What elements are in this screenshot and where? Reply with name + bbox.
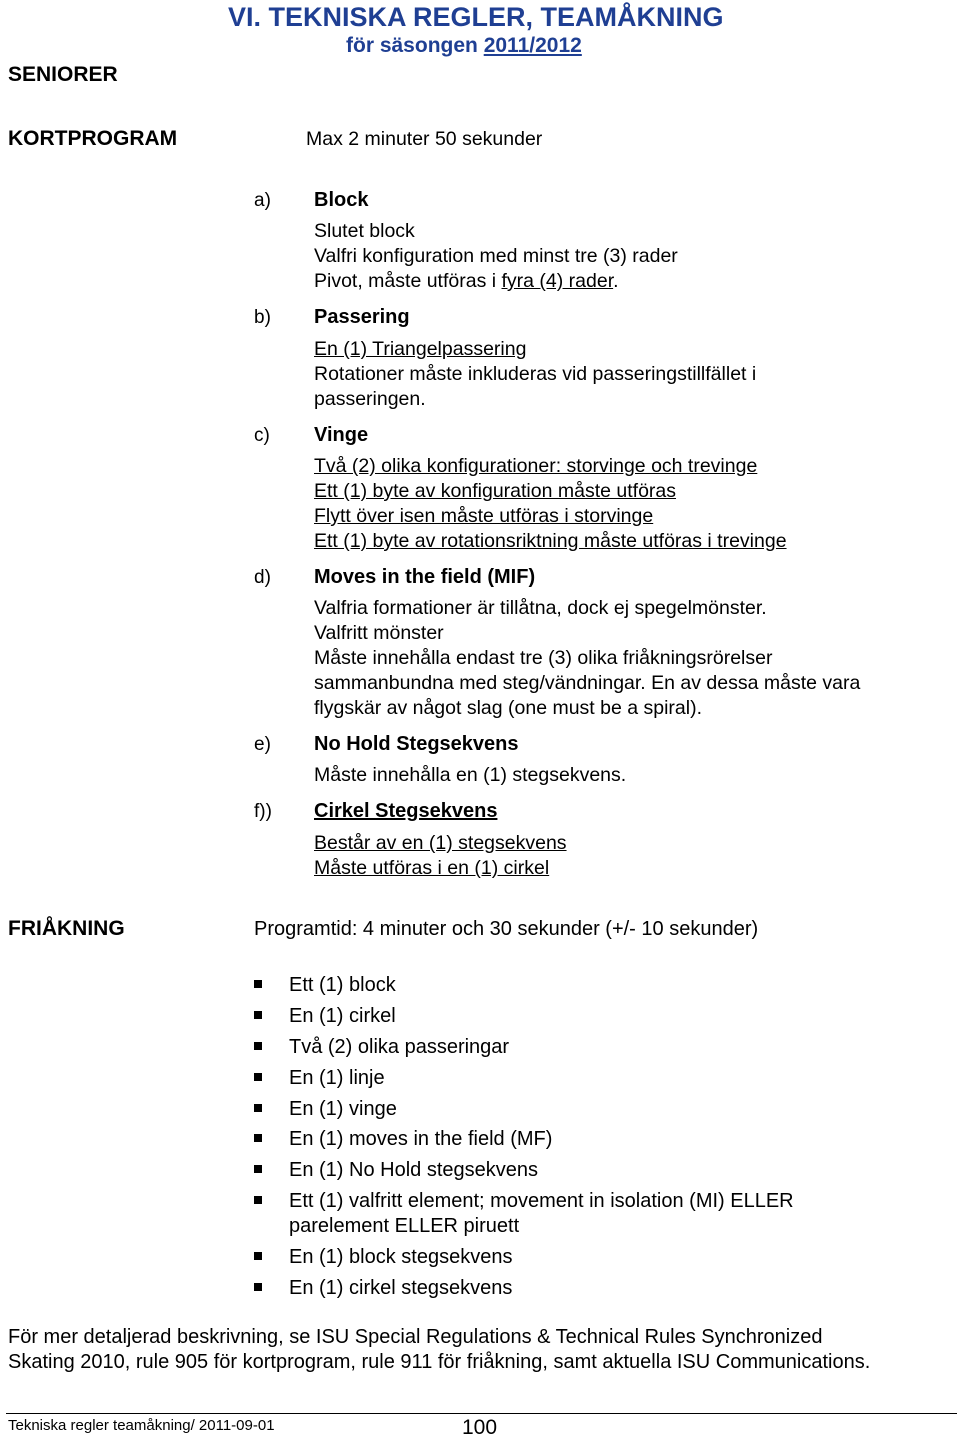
footer-divider bbox=[6, 1413, 957, 1414]
bullet-icon bbox=[254, 1042, 262, 1050]
item-letter: d) bbox=[254, 567, 271, 588]
bullet-icon bbox=[254, 1165, 262, 1173]
bullet-icon bbox=[254, 1104, 262, 1112]
item-line: Måste innehålla endast tre (3) olika friåkningsrörelser bbox=[314, 647, 773, 669]
list-item-text: En (1) cirkel stegsekvens bbox=[289, 1277, 513, 1299]
item-letter: b) bbox=[254, 307, 271, 328]
item-letter: e) bbox=[254, 734, 271, 755]
reference-note-line-2: Skating 2010, rule 905 för kortprogram, rule 911 för friåkning, samt aktuella ISU Communications. bbox=[8, 1351, 871, 1373]
item-line: Ett (1) byte av rotationsriktning måste utföras i trevinge bbox=[314, 530, 787, 552]
item-line: Valfri konfiguration med minst tre (3) rader bbox=[314, 245, 678, 267]
item-line: Flytt över isen måste utföras i storvinge bbox=[314, 505, 654, 527]
list-item-text: En (1) vinge bbox=[289, 1098, 397, 1120]
page-number: 100 bbox=[462, 1416, 498, 1439]
item-line: Består av en (1) stegsekvens bbox=[314, 832, 567, 854]
reference-note-line-1: För mer detaljerad beskrivning, se ISU Special Regulations & Technical Rules Synchronized bbox=[8, 1326, 823, 1348]
item-letter: f)) bbox=[254, 801, 272, 822]
kortprogram-time: Max 2 minuter 50 sekunder bbox=[306, 128, 543, 150]
item-letter: a) bbox=[254, 190, 271, 211]
item-heading: Moves in the field (MIF) bbox=[314, 566, 536, 588]
item-heading: Passering bbox=[314, 306, 410, 328]
item-line: sammanbundna med steg/vändningar. En av dessa måste vara bbox=[314, 672, 861, 694]
item-line-part: fyra (4) rader bbox=[501, 270, 614, 292]
bullet-icon bbox=[254, 1134, 262, 1142]
list-item-text: En (1) moves in the field (MF) bbox=[289, 1128, 553, 1150]
item-line: En (1) Triangelpassering bbox=[314, 338, 527, 360]
item-letter: c) bbox=[254, 425, 270, 446]
item-line: passeringen. bbox=[314, 388, 426, 410]
footer-document-label: Tekniska regler teamåkning/ 2011-09-01 bbox=[8, 1417, 275, 1434]
list-item-text: En (1) block stegsekvens bbox=[289, 1246, 513, 1268]
list-item-text: En (1) No Hold stegsekvens bbox=[289, 1159, 539, 1181]
bullet-icon bbox=[254, 980, 262, 988]
subtitle-prefix: för säsongen bbox=[346, 34, 484, 57]
item-line: flygskär av något slag (one must be a spiral). bbox=[314, 697, 703, 719]
list-item-text: En (1) cirkel bbox=[289, 1005, 396, 1027]
item-line bbox=[314, 270, 619, 293]
item-heading: Block bbox=[314, 189, 369, 211]
friakning-time: Programtid: 4 minuter och 30 sekunder (+/- 10 sekunder) bbox=[254, 918, 759, 940]
item-line: Valfria formationer är tillåtna, dock ej spegelmönster. bbox=[314, 597, 767, 619]
bullet-icon bbox=[254, 1011, 262, 1019]
list-item-text: Ett (1) block bbox=[289, 974, 396, 996]
item-heading: Cirkel Stegsekvens bbox=[314, 800, 498, 822]
item-line: Slutet block bbox=[314, 220, 415, 242]
bullet-icon bbox=[254, 1283, 262, 1291]
item-line: Två (2) olika konfigurationer: storvinge och trevinge bbox=[314, 455, 758, 477]
list-item-text: parelement ELLER piruett bbox=[289, 1215, 520, 1237]
list-item-text: Två (2) olika passeringar bbox=[289, 1036, 510, 1058]
item-line: Måste innehålla en (1) stegsekvens. bbox=[314, 764, 627, 786]
page-subtitle bbox=[346, 34, 582, 58]
bullet-icon bbox=[254, 1196, 262, 1204]
list-item-text: Ett (1) valfritt element; movement in isolation (MI) ELLER bbox=[289, 1190, 794, 1212]
item-line-part: . bbox=[613, 270, 619, 292]
item-line: Ett (1) byte av konfiguration måste utföras bbox=[314, 480, 677, 502]
item-line: Måste utföras i en (1) cirkel bbox=[314, 857, 550, 879]
item-heading: No Hold Stegsekvens bbox=[314, 733, 519, 755]
page-title: VI. TEKNISKA REGLER, TEAMÅKNING bbox=[228, 2, 724, 32]
item-line-part: Pivot, måste utföras i bbox=[314, 270, 502, 292]
list-item-text: En (1) linje bbox=[289, 1067, 385, 1089]
item-heading: Vinge bbox=[314, 424, 369, 446]
category-heading-seniorer: SENIORER bbox=[8, 63, 118, 86]
bullet-icon bbox=[254, 1073, 262, 1081]
item-line: Valfritt mönster bbox=[314, 622, 444, 644]
bullet-icon bbox=[254, 1252, 262, 1260]
section-heading-kortprogram: KORTPROGRAM bbox=[8, 127, 178, 150]
item-line: Rotationer måste inkluderas vid passeringstillfället i bbox=[314, 363, 757, 385]
section-heading-friakning: FRIÅKNING bbox=[8, 917, 125, 940]
season: 2011/2012 bbox=[483, 34, 582, 57]
